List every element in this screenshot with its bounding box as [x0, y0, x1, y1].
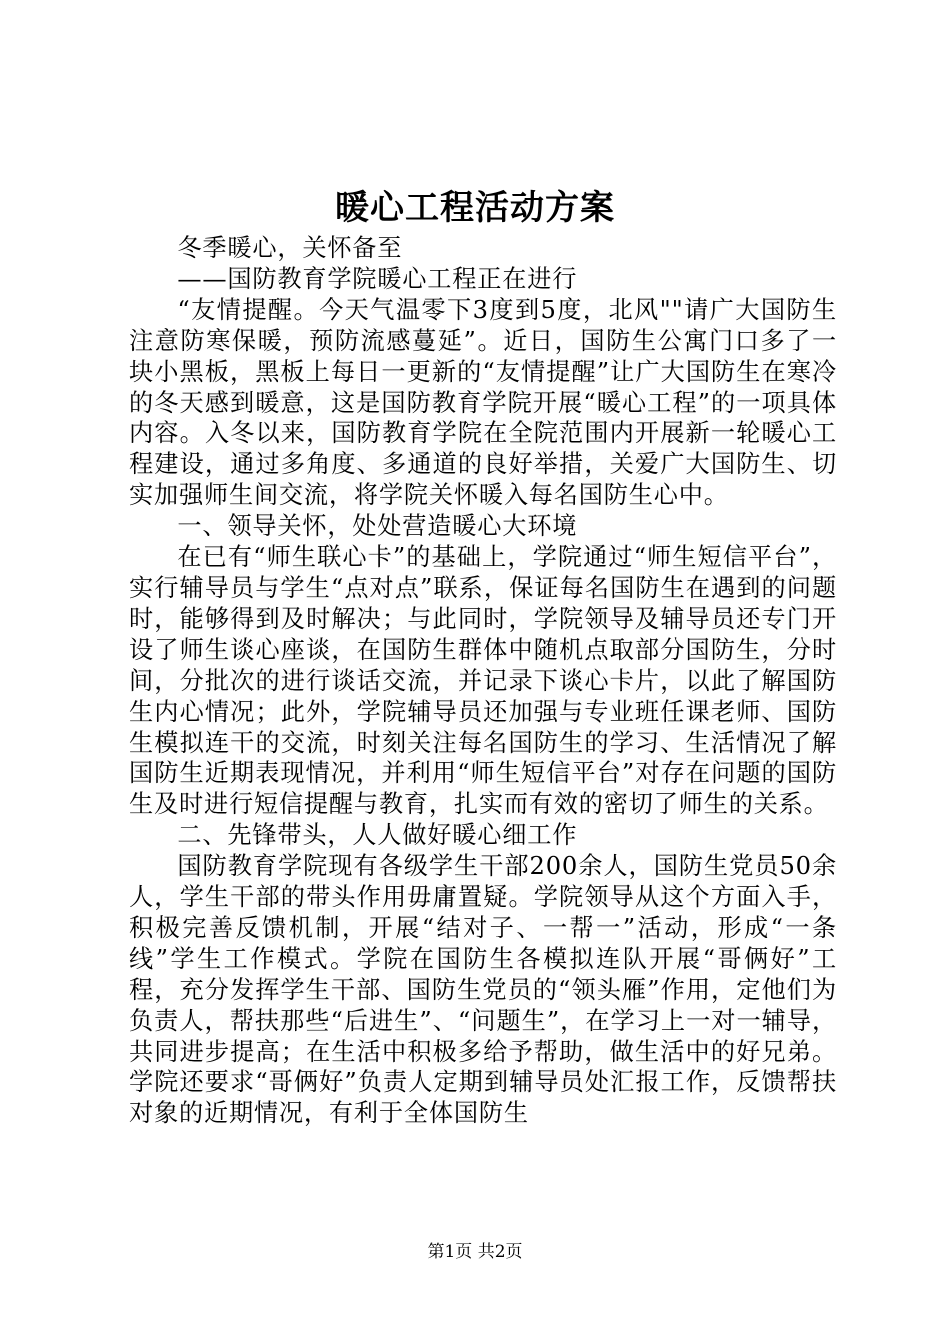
page-footer: 第1页 共2页 [427, 1242, 523, 1262]
paragraph-section-2: 国防教育学院现有各级学生干部200余人，国防生党员50余人，学生干部的带头作用毋庸置疑。学院领导从这个方面入手，积极完善反馈机制，开展“结对子、一帮一”活动，形成“一条线”学生工作模式。学院在国防生各模拟连队开展“哥俩好”工程，充分发挥学生干部、国防生党员的“领头雁”作用，定他们为负责人，帮扶那些“后进生”、“问题生”，在学习上一对一辅导，共同进步提高；在生活中积极多给予帮助，做生活中的好兄弟。学院还要求“哥俩好”负责人定期到辅导员处汇报工作，反馈帮扶对象的近期情况，有利于全体国防生 [129, 852, 837, 1128]
paragraph-intro: “友情提醒。今天气温零下3度到5度，北风""请广大国防生注意防寒保暖，预防流感蔓延”。近日，国防生公寓门口多了一块小黑板，黑板上每日一更新的“友情提醒”让广大国防生在寒冷的冬天感到暖意，这是国防教育学院开展“暖心工程”的一项具体内容。入冬以来，国防教育学院在全院范围内开展新一轮暖心工程建设，通过多角度、多通道的良好举措，关爱广大国防生、切实加强师生间交流，将学院关怀暖入每名国防生心中。 [129, 295, 837, 510]
section-heading-1: 一、领导关怀，处处营造暖心大环境 [177, 512, 578, 541]
document-body [129, 233, 837, 1129]
document-title: 暖心工程活动方案 [335, 188, 615, 228]
section-heading-2: 二、先锋带头，人人做好暖心细工作 [177, 821, 578, 850]
paragraph-section-1: 在已有“师生联心卡”的基础上，学院通过“师生短信平台”，实行辅导员与学生“点对点”联系，保证每名国防生在遇到的问题时，能够得到及时解决；与此同时，学院领导及辅导员还专门开设了师生谈心座谈，在国防生群体中随机点取部分国防生，分时间，分批次的进行谈话交流，并记录下谈心卡片，以此了解国防生内心情况；此外，学院辅导员还加强与专业班任课老师、国防生模拟连干的交流，时刻关注每名国防生的学习、生活情况了解国防生近期表现情况，并利用“师生短信平台”对存在问题的国防生及时进行短信提醒与教育，扎实而有效的密切了师生的关系。 [129, 543, 837, 819]
paragraph-subheading: ——国防教育学院暖心工程正在进行 [177, 264, 578, 293]
paragraph-subtitle: 冬季暖心，关怀备至 [177, 234, 403, 262]
